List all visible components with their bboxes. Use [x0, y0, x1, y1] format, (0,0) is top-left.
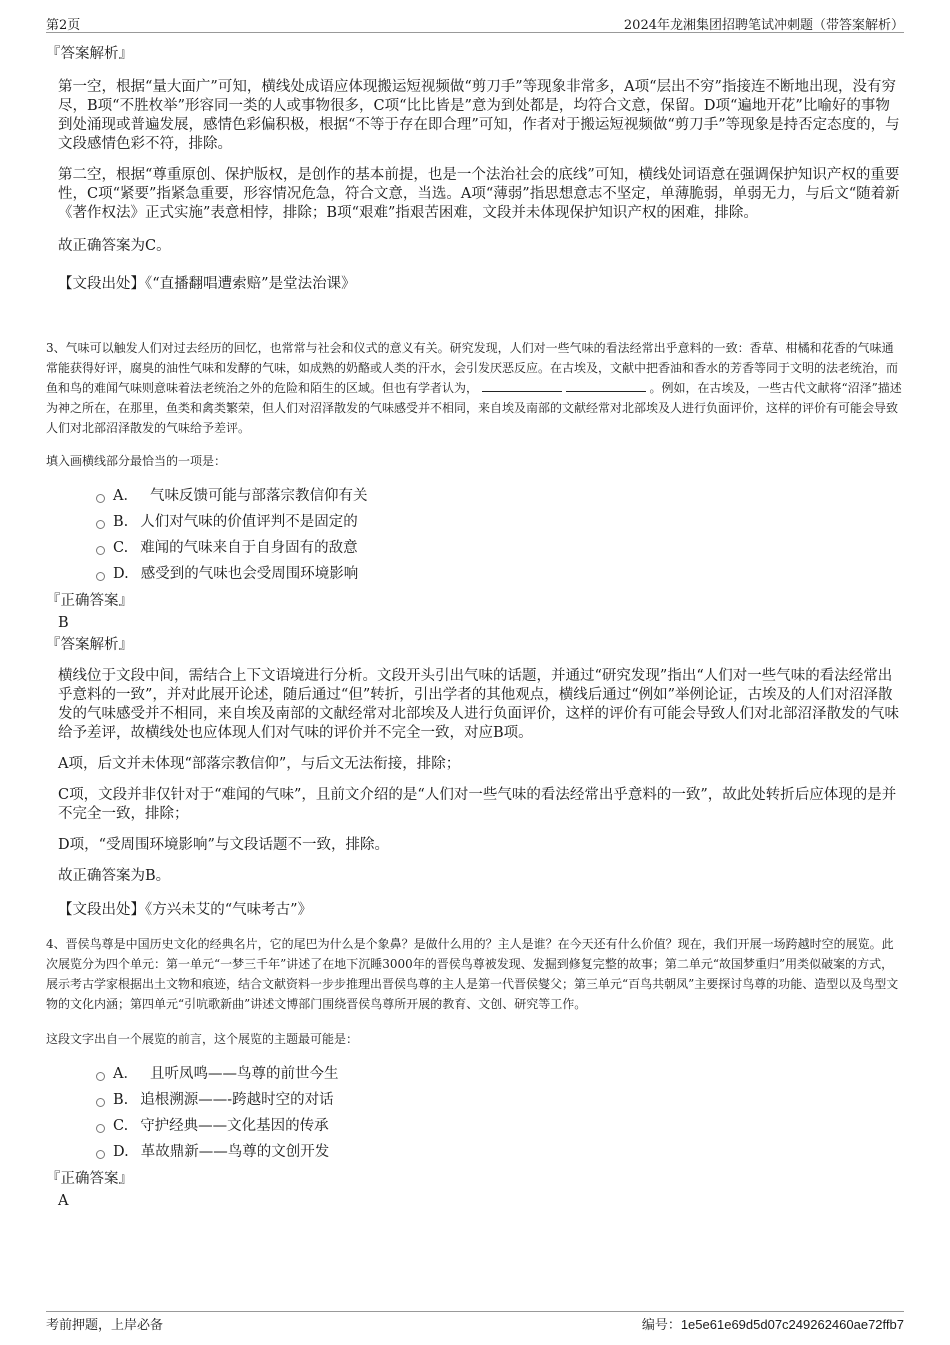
radio-icon[interactable] [96, 572, 105, 581]
option-list [96, 1061, 904, 1165]
question-3 [46, 338, 904, 920]
header-divider [46, 32, 904, 33]
main-content [46, 40, 904, 1213]
passage-source: 【文段出处】《“直播翻唱遭索赔”是堂法治课》 [58, 276, 356, 292]
option-b[interactable]: B. 人们对气味的价值评判不是固定的 [96, 509, 904, 535]
question-prompt: 这段文字出自一个展览的前言，这个展览的主题最可能是： [46, 1032, 359, 1046]
document-title: 2024年龙湘集团招聘笔试冲刺题（带答案解析） [623, 18, 904, 33]
footer-divider [46, 1311, 904, 1312]
analysis-label: 『答案解析』 [46, 637, 133, 653]
analysis-option-d: D项，“受周围环境影响”与文段话题不一致，排除。 [58, 837, 389, 853]
document-code: 编号：1e5e61e69d5d07c249262460ae72ffb7 [641, 1317, 904, 1333]
analysis-option-a: A项，后文并未体现“部落宗教信仰”，与后文无法衔接，排除； [58, 756, 461, 772]
page-header [0, 0, 950, 34]
option-c[interactable]: C. 守护经典——文化基因的传承 [96, 1113, 904, 1139]
analysis-paragraph: 第一空，根据“量大面广”可知，横线处成语应体现搬运短视频做“剪刀手”等现象非常多，A项“层出不穷”指接连不断地出现，没有穷尽，B项“不胜枚举”形容同一类的人或事物很多，C项“比比皆是”意为到处都是，均符合文意，保留。D项“遍地开花”比喻好的事物到处涌现或普遍发展，感情色彩偏积极，根据“不等于存在即合理”可知，作者对于搬运短视频做“剪刀手”等现象是持否定态度的，与文段感情色彩不符，排除。 [58, 79, 900, 152]
radio-icon[interactable] [96, 1150, 105, 1159]
radio-icon[interactable] [96, 494, 105, 503]
analysis-paragraph: 横线位于文段中间，需结合上下文语境进行分析。文段开头引出气味的话题，并通过“研究发现”指出“人们对一些气味的看法经常出乎意料的一致”，并对此展开论述，随后通过“但”转折，引出学者的其他观点，横线后通过“例如”举例论证，古埃及的人们对沼泽散发的气味感受并不相同，来自埃及南部的文献经常对北部埃及人进行负面评价，这样的评价有可能会导致人们对北部沼泽散发的气味给予差评，故横线处也应体现人们对气味的评价并不完全一致，对应B项。 [58, 668, 899, 741]
passage-source: 【文段出处】《方兴未艾的“气味考古”》 [58, 902, 313, 918]
option-a[interactable]: A． 气味反馈可能与部落宗教信仰有关 [96, 483, 904, 509]
radio-icon[interactable] [96, 1072, 105, 1081]
question-text: 3、气味可以触发人们对过去经历的回忆，也常常与社会和仪式的意义有关。研究发现，人们对一些气味的看法经常出乎意料的一致：香草、柑橘和花香的气味通常能获得好评，腐臭的油性气味和发酵的气味，如成熟的奶酪或人类的汗水，会引发厌恶反应。在古埃及，文献中把香油和香水的芳香等同于文明的法老统治，而鱼和鸟的难闻气味则意味着法老统治之外的危险和陌生的区域。但也有学者认为， 。例如，在古埃及，一些古代文献将“沼泽”描述为神之所在，在那里，鱼类和禽类繁荣，但人们对沼泽散发的气味感受并不相同，来自埃及南部的文献经常对北部埃及人进行负面评价，这样的评价有可能会导致人们对北部沼泽散发的气味给予差评。 [46, 341, 902, 435]
correct-answer-label: 『正确答案』 [46, 593, 133, 609]
question-2-analysis [46, 44, 904, 294]
question-text: 4、晋侯鸟尊是中国历史文化的经典名片，它的尾巴为什么是个象鼻？是做什么用的？主人是谁？在今天还有什么价值？现在，我们开展一场跨越时空的展览。此次展览分为四个单元：第一单元“一梦三千年”讲述了在地下沉睡3000年的晋侯鸟尊被发现、发掘到修复完整的故事；第二单元“故国梦重归”用类似破案的方式，展示考古学家根据出土文物和痕迹，结合文献资料一步步推理出晋侯鸟尊的主人是第一代晋侯燮父；第三单元“百鸟共朝凤”主要探讨鸟尊的功能、造型以及鸟型文物的文化内涵；第四单元“引吭歌新曲”讲述文博部门围绕晋侯鸟尊所开展的教育、文创、研究等工作。 [46, 937, 899, 1011]
analysis-conclusion: 故正确答案为B。 [58, 868, 171, 884]
radio-icon[interactable] [96, 546, 105, 555]
question-4 [46, 934, 904, 1211]
correct-answer: B [58, 615, 69, 631]
question-prompt: 填入画横线部分最恰当的一项是： [46, 454, 227, 468]
correct-answer-label: 『正确答案』 [46, 1171, 133, 1187]
analysis-conclusion: 故正确答案为C。 [58, 238, 171, 254]
fill-blank [566, 379, 646, 392]
option-b[interactable]: B. 追根溯源——-跨越时空的对话 [96, 1087, 904, 1113]
analysis-paragraph: 第二空，根据“尊重原创、保护版权，是创作的基本前提，也是一个法治社会的底线”可知，横线处词语意在强调保护知识产权的重要性，C项“紧要”指紧急重要，形容情况危急，符合文意，当选。A项“薄弱”指思想意志不坚定，单薄脆弱，单弱无力，与后文“随着新《著作权法》正式实施”表意相悖，排除；B项“艰难”指艰苦困难，文段并未体现保护知识产权的困难，排除。 [58, 167, 900, 221]
option-list [96, 483, 904, 587]
correct-answer: A [58, 1193, 69, 1209]
analysis-label: 『答案解析』 [46, 46, 133, 62]
radio-icon[interactable] [96, 1124, 105, 1133]
radio-icon[interactable] [96, 1098, 105, 1107]
footer-slogan: 考前押题，上岸必备 [46, 1318, 164, 1333]
analysis-option-c: C项，文段并非仅针对于“难闻的气味”，且前文介绍的是“人们对一些气味的看法经常出乎意料的一致”，故此处转折后应体现的是并不完全一致，排除； [58, 787, 897, 822]
option-a[interactable]: A． 且听凤鸣——鸟尊的前世今生 [96, 1061, 904, 1087]
option-c[interactable]: C. 难闻的气味来自于自身固有的敌意 [96, 535, 904, 561]
radio-icon[interactable] [96, 520, 105, 529]
option-d[interactable]: D. 革故鼎新——鸟尊的文创开发 [96, 1139, 904, 1165]
fill-blank [482, 379, 562, 392]
option-d[interactable]: D. 感受到的气味也会受周围环境影响 [96, 561, 904, 587]
page-number: 第2页 [46, 18, 81, 33]
